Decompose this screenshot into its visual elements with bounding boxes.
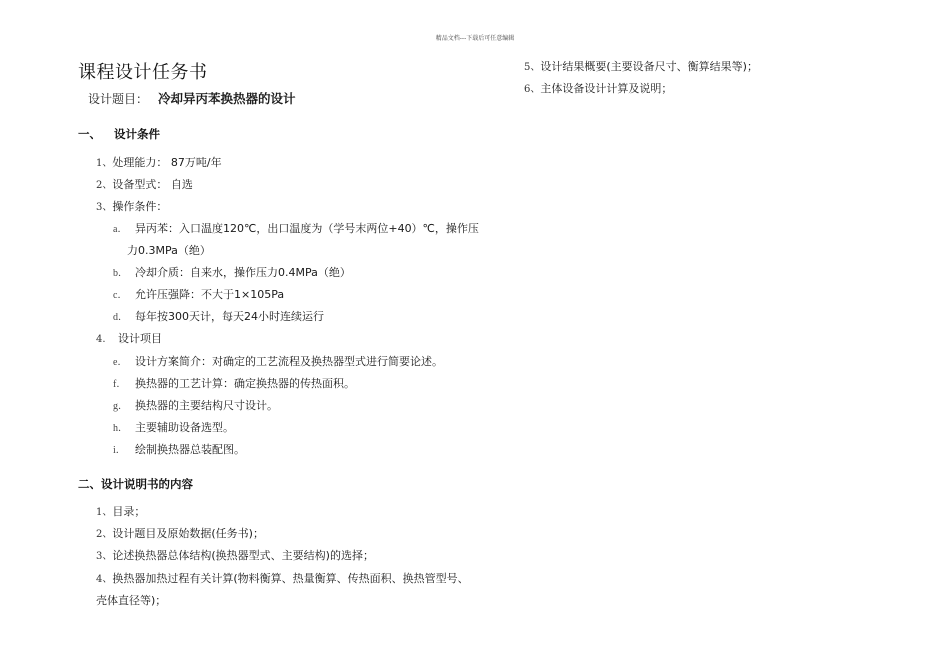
list-item-continuation: 壳体直径等)； [96,594,167,607]
item-number: 2、 [96,529,113,540]
list-item [524,80,672,96]
condition-item [113,220,479,236]
list-item [96,154,222,170]
section-1-heading [78,126,160,142]
project-item [113,441,245,457]
item-letter: f． [113,379,127,390]
item-text: 异丙苯：入口温度120℃，出口温度为（学号末两位+40）℃，操作压 [135,222,479,235]
item-number: 5、 [524,62,541,73]
item-text: 操作条件： [112,200,168,213]
item-text: 论述换热器总体结构(换热器型式、主要结构)的选择； [112,549,374,562]
project-item [113,353,443,369]
item-number: 6、 [524,84,541,95]
page-header-note: 精品文档---下载后可任意编辑 [435,35,515,42]
list-item [96,570,469,586]
condition-item-continuation: 力0.3MPa（绝） [127,244,211,257]
item-text: 绘制换热器总装配图。 [135,443,245,456]
item-letter: b． [113,268,128,279]
item-letter: c． [113,290,128,301]
item-letter: d． [113,312,128,323]
item-letter: e． [113,357,128,368]
design-topic-row [88,89,296,107]
section-1-title: 设计条件 [114,127,160,141]
item-number: 1、 [96,507,113,518]
item-text: 主要辅助设备选型。 [135,421,234,434]
list-item [96,176,193,192]
item-text: 设计方案简介：对确定的工艺流程及换热器型式进行简要论述。 [135,355,443,368]
item-letter: g． [113,401,128,412]
item-text: 每年按300天计，每天24小时连续运行 [135,310,324,323]
project-item [113,397,278,413]
list-item [96,547,374,563]
document-title: 课程设计任务书 [78,62,208,83]
list-item [524,58,758,74]
item-number: 3、 [96,551,113,562]
condition-item [113,264,351,280]
design-topic-label: 设计题目： [88,92,149,106]
item-letter: a． [113,224,128,235]
item-letter: i． [113,445,126,456]
item-text: 设备型式： 自选 [112,178,193,191]
project-item [113,375,355,391]
section-1-number: 一、 [78,127,101,141]
design-topic-value: 冷却异丙苯换热器的设计 [158,91,296,106]
item-number: 1、 [96,158,113,169]
item-text: 冷却介质：自来水，操作压力0.4MPa（绝） [135,266,351,279]
item-text: 目录； [112,505,146,518]
item-text: 允许压强降：不大于1×105Pa [135,288,285,301]
item-number: 3、 [96,202,113,213]
item-text: 设计项目 [118,332,162,345]
condition-item [113,308,324,324]
list-item [96,330,162,346]
item-text: 设计题目及原始数据(任务书)； [112,527,264,540]
list-item [96,503,145,519]
item-number: 4、 [96,574,113,585]
list-item [96,198,167,214]
section-2-heading: 二、设计说明书的内容 [78,477,193,491]
project-item [113,419,234,435]
item-text: 设计结果概要(主要设备尺寸、衡算结果等)； [540,60,758,73]
item-text: 换热器加热过程有关计算(物料衡算、热量衡算、传热面积、换热管型号、 [112,572,469,585]
condition-item [113,286,284,302]
item-text: 处理能力： 87万吨/年 [112,156,222,169]
item-text: 换热器的工艺计算：确定换热器的传热面积。 [135,377,355,390]
item-letter: h． [113,423,128,434]
item-number: 4. [96,334,106,345]
list-item [96,525,264,541]
item-number: 2、 [96,180,113,191]
item-text: 换热器的主要结构尺寸设计。 [135,399,278,412]
item-text: 主体设备设计计算及说明； [540,82,673,95]
